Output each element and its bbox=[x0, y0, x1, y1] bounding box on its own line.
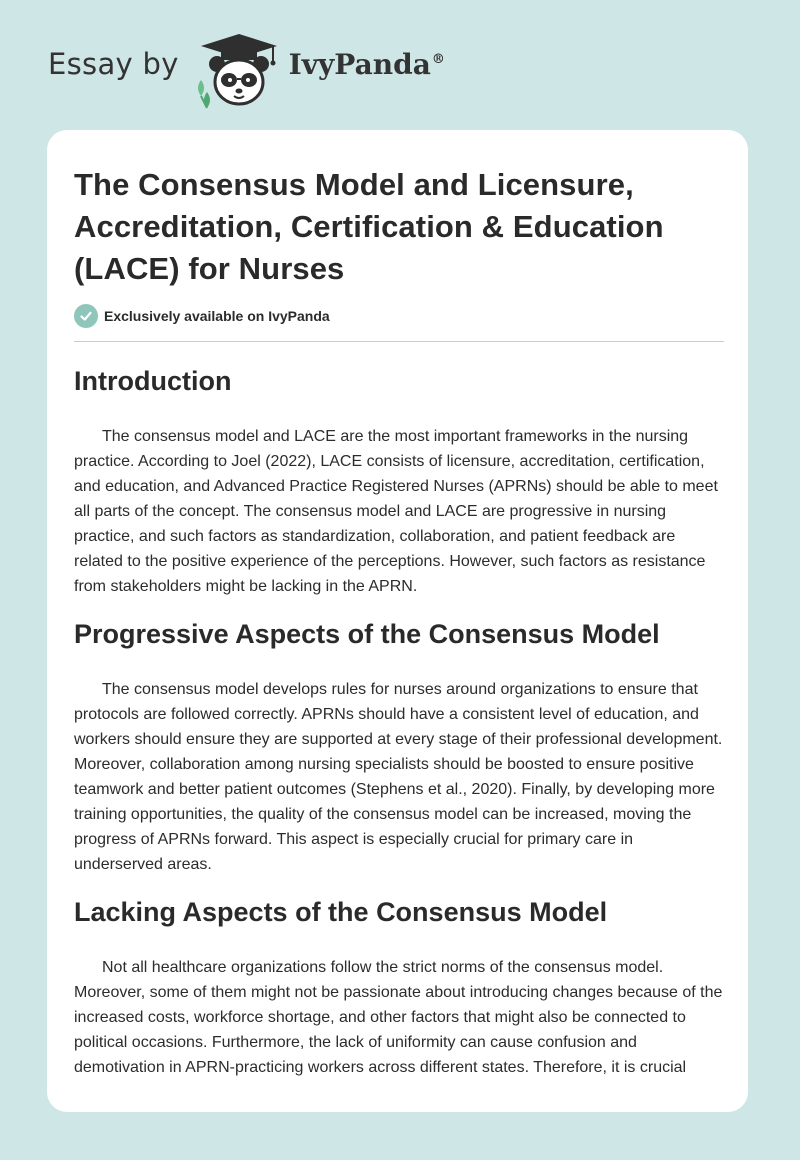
article-title: The Consensus Model and Licensure, Accreditation, Certification & Education (LACE) for Nurses bbox=[74, 167, 664, 286]
check-icon bbox=[74, 304, 98, 328]
article-content bbox=[74, 164, 724, 1080]
section-heading-lacking-aspects: Lacking Aspects of the Consensus Model bbox=[74, 897, 608, 927]
section-body-lacking-aspects: Not all healthcare organizations follow the strict norms of the consensus model. Moreover, some of them might not be passionate about introducing changes because of the increased costs, workforce shortage, and other factors that might also be connected to political occasions. Furthermore, the lack of uniformity can cause confusion and demotivation in APRN-practicing workers across different states. Therefore, it is crucial bbox=[74, 959, 723, 1076]
article-card bbox=[47, 130, 748, 1112]
brand-name: IvyPanda® bbox=[288, 47, 445, 81]
section-heading-progressive-aspects: Progressive Aspects of the Consensus Model bbox=[74, 619, 660, 649]
panda-logo-icon bbox=[193, 30, 285, 110]
exclusive-notice bbox=[74, 303, 724, 329]
site-logo[interactable] bbox=[48, 30, 445, 110]
section-body-progressive-aspects: The consensus model develops rules for nurses around organizations to ensure that protocols are followed correctly. APRNs should have a consistent level of education, and workers should ensure they are supported at every stage of their professional development. Moreover, collaboration among nursing specialists should be boosted to ensure positive teamwork and better patient outcomes (Stephens et al., 2020). Finally, by developing more training opportunities, the quality of the consensus model can be increased, moving the progress of APRNs forward. This aspect is especially crucial for primary care in underserved areas. bbox=[74, 681, 723, 873]
section-heading-introduction: Introduction bbox=[74, 366, 232, 396]
title-divider bbox=[74, 341, 724, 342]
section-body-introduction: The consensus model and LACE are the most important frameworks in the nursing practice. According to Joel (2022), LACE consists of licensure, accreditation, certification, and education, and Advanced Practice Registered Nurses (APRNs) should be able to meet all parts of the concept. The consensus model and LACE are progressive in nursing practice, and such factors as standardization, collaboration, and patient feedback are related to the positive experience of the perceptions. However, such factors as resistance from stakeholders might be lacking in the APRN. bbox=[74, 428, 718, 595]
exclusive-label: Exclusively available on IvyPanda bbox=[104, 308, 330, 324]
essay-by-label: Essay by bbox=[48, 47, 179, 81]
